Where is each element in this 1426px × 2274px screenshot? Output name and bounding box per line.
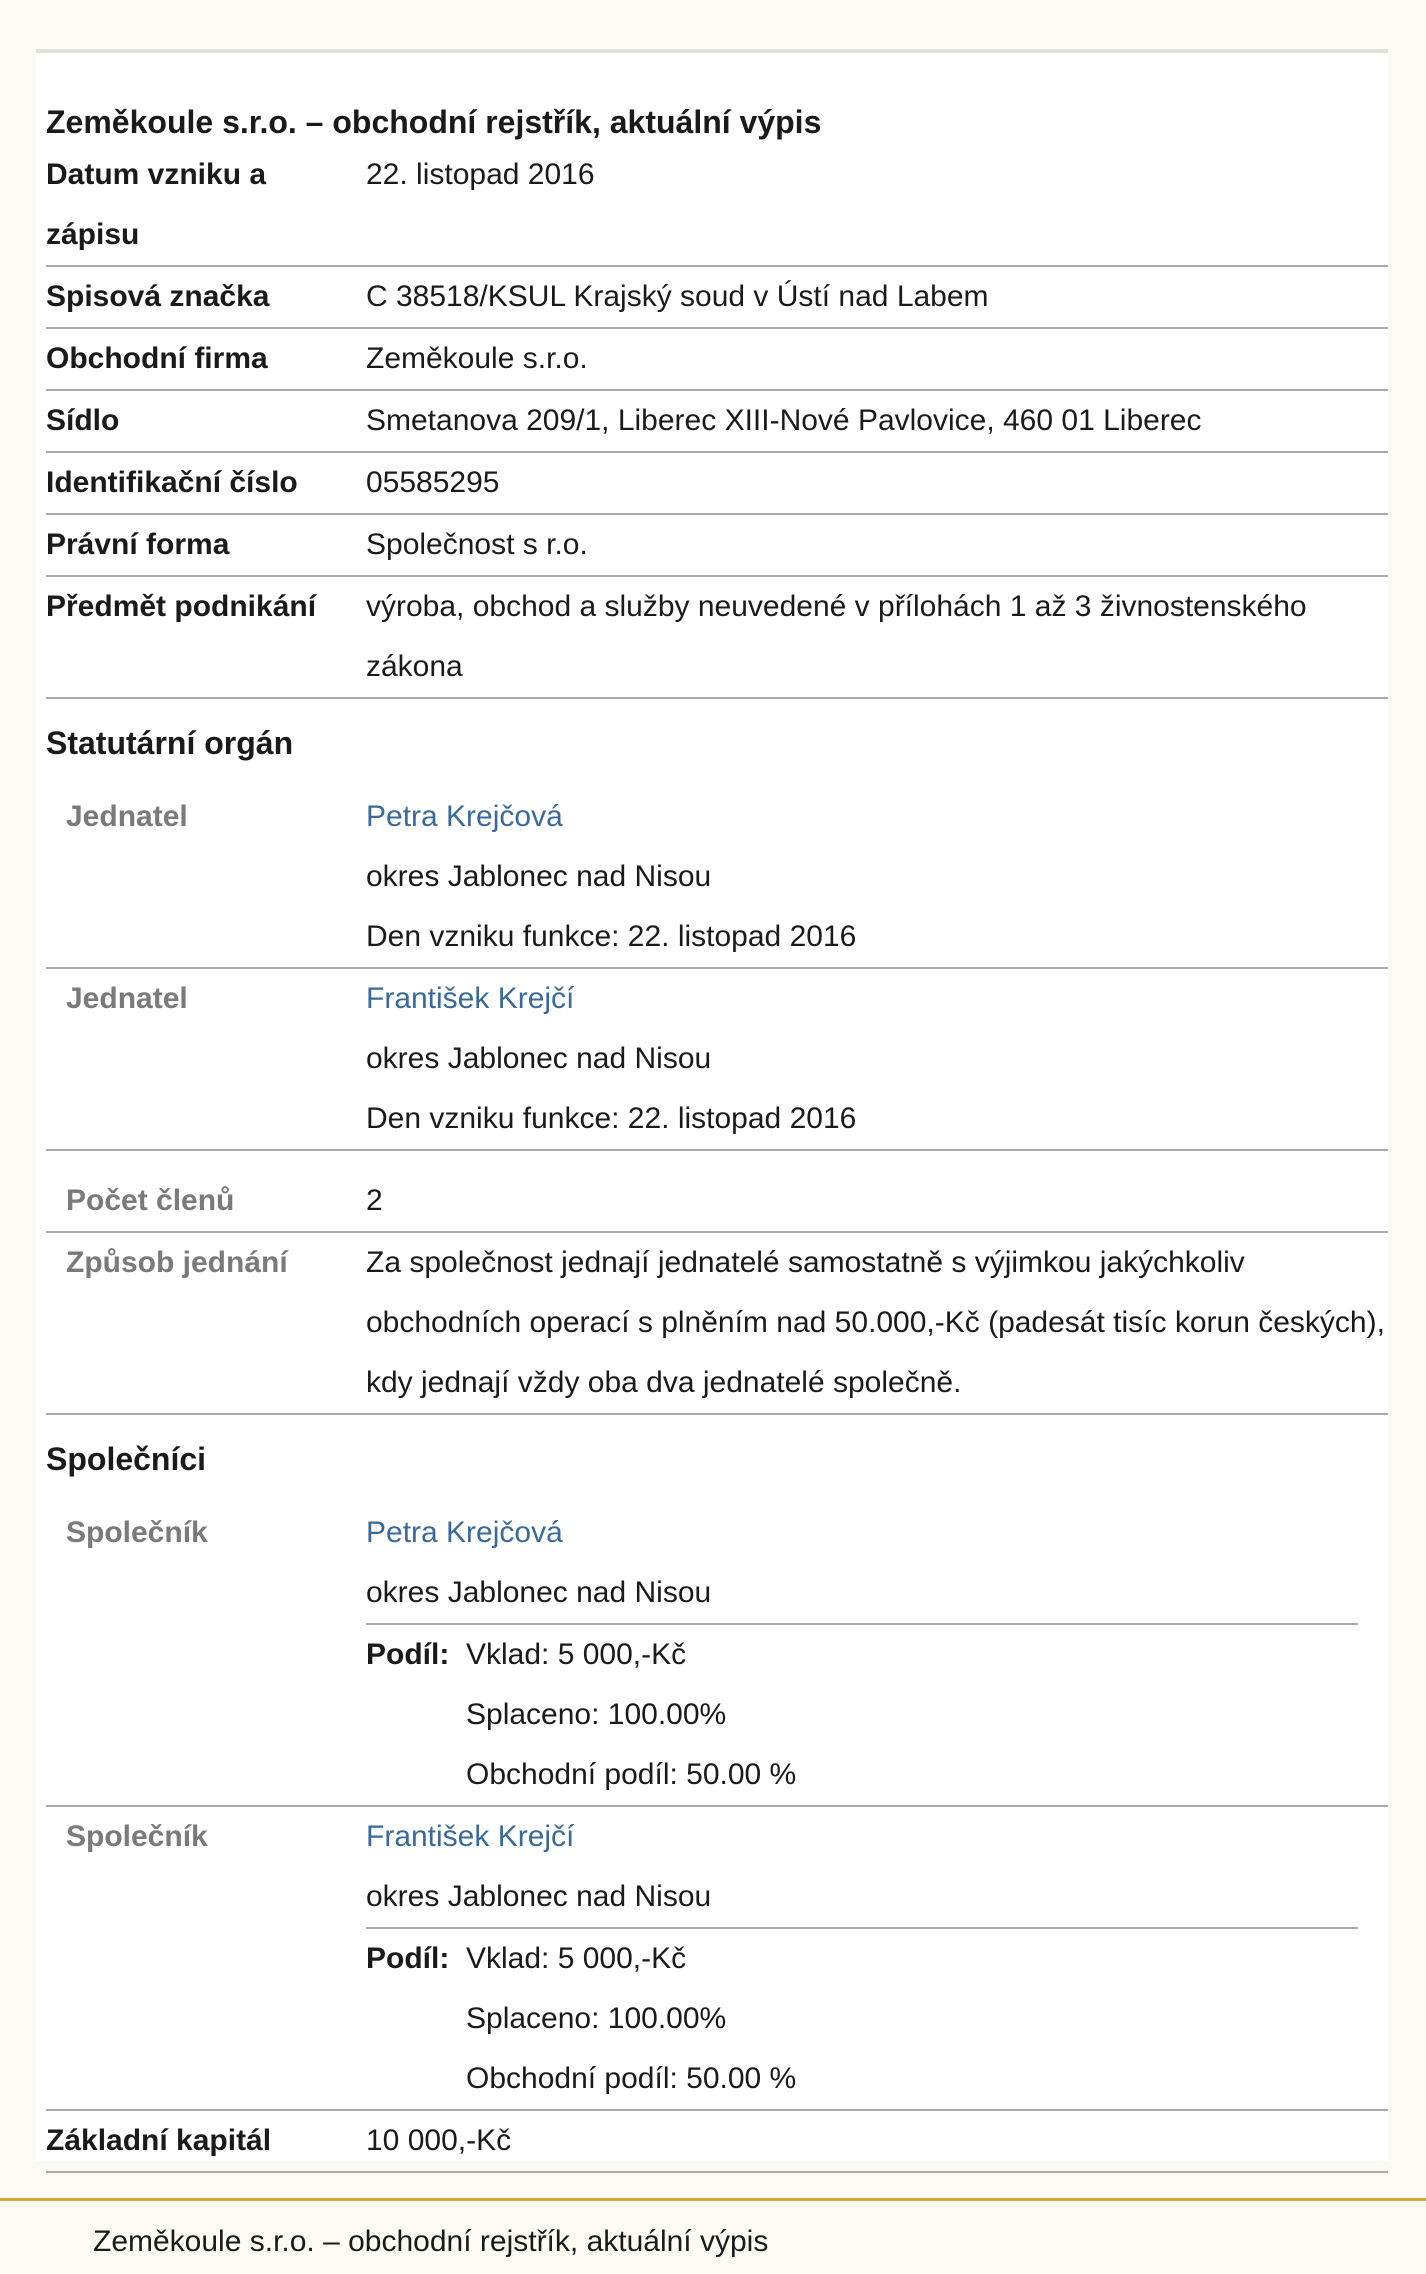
footer <box>0 2198 1426 2274</box>
row-member-count <box>46 1151 1388 1233</box>
partner-share <box>366 1623 1358 1805</box>
row-label: Počet členů <box>66 1184 235 1217</box>
register-card <box>36 49 1388 2161</box>
share-paid: Splaceno: 100.00% <box>466 2002 727 2035</box>
row-label: Základní kapitál <box>46 2124 272 2157</box>
row-label: Obchodní firma <box>46 342 268 375</box>
row-value: výroba, obchod a služby neuvedené v přílohách 1 až 3 živnostenského zákona <box>366 590 1307 683</box>
page-title: Zeměkoule s.r.o. – obchodní rejstřík, aktuální výpis <box>46 104 822 140</box>
member-role: Jednatel <box>66 800 188 833</box>
share-percent: Obchodní podíl: 50.00 % <box>466 1758 797 1791</box>
row-value: 2 <box>366 1184 383 1217</box>
row-value: 05585295 <box>366 466 500 499</box>
row-seat <box>46 391 1388 453</box>
row-capital <box>46 2111 1388 2173</box>
share-paid: Splaceno: 100.00% <box>466 1698 727 1731</box>
row-label: Způsob jednání <box>66 1246 288 1279</box>
row-value: Smetanova 209/1, Liberec XIII-Nové Pavlovice, 460 01 Liberec <box>366 404 1202 437</box>
row-label: Předmět podnikání <box>46 590 317 623</box>
partner-details <box>366 1807 1388 2109</box>
row-label: Datum vzniku a zápisu <box>46 158 267 251</box>
row-label: Sídlo <box>46 404 120 437</box>
row-label: Spisová značka <box>46 280 270 313</box>
member-since: Den vzniku funkce: 22. listopad 2016 <box>366 1102 857 1135</box>
partner-share <box>366 1927 1358 2109</box>
member-details <box>366 787 1388 967</box>
row-value: 10 000,-Kč <box>366 2124 512 2157</box>
row-value: Společnost s r.o. <box>366 528 588 561</box>
share-deposit: Vklad: 5 000,-Kč <box>466 1638 687 1671</box>
row-legal-form <box>46 515 1388 577</box>
share-label: Podíl: <box>366 1942 450 1975</box>
member-since: Den vzniku funkce: 22. listopad 2016 <box>366 920 857 953</box>
partner-name-link[interactable]: František Krejčí <box>366 1820 575 1853</box>
row-value: Zeměkoule s.r.o. <box>366 342 588 375</box>
footer-text: Zeměkoule s.r.o. – obchodní rejstřík, aktuální výpis <box>93 2225 769 2258</box>
row-acting-method <box>46 1233 1388 1415</box>
row-company-name <box>46 329 1388 391</box>
row-value: 22. listopad 2016 <box>366 158 595 191</box>
share-percent: Obchodní podíl: 50.00 % <box>466 2062 797 2095</box>
row-label: Právní forma <box>46 528 230 561</box>
statutory-member <box>46 969 1388 1151</box>
row-value: C 38518/KSUL Krajský soud v Ústí nad Labem <box>366 280 989 313</box>
share-deposit: Vklad: 5 000,-Kč <box>466 1942 687 1975</box>
partner-name-link[interactable]: Petra Krejčová <box>366 1516 563 1549</box>
row-id-number <box>46 453 1388 515</box>
member-district: okres Jablonec nad Nisou <box>366 860 712 893</box>
share-label: Podíl: <box>366 1638 450 1671</box>
row-label: Identifikační číslo <box>46 466 298 499</box>
partner-role: Společník <box>66 1516 208 1549</box>
share-values <box>466 1625 1358 1805</box>
statutory-heading: Statutární orgán <box>46 725 294 761</box>
partner-details <box>366 1503 1388 1805</box>
register-content <box>46 91 1388 2173</box>
member-name-link[interactable]: František Krejčí <box>366 982 575 1015</box>
share-values <box>466 1929 1358 2109</box>
partner <box>46 1503 1388 1807</box>
row-business-subject <box>46 577 1388 699</box>
member-details <box>366 969 1388 1149</box>
statutory-member <box>46 787 1388 969</box>
partners-heading: Společníci <box>46 1441 207 1477</box>
partner-role: Společník <box>66 1820 208 1853</box>
member-role: Jednatel <box>66 982 188 1015</box>
row-value: Za společnost jednají jednatelé samostatně s výjimkou jakýchkoliv obchodních operací s plněním nad 50.000,-Kč (padesát tisíc korun českých), kdy jednají vždy oba dva jednatelé společně. <box>366 1246 1385 1399</box>
partner <box>46 1807 1388 2111</box>
row-file-number <box>46 267 1388 329</box>
partner-district: okres Jablonec nad Nisou <box>366 1576 712 1609</box>
row-founded <box>46 145 1388 267</box>
member-district: okres Jablonec nad Nisou <box>366 1042 712 1075</box>
partner-district: okres Jablonec nad Nisou <box>366 1880 712 1913</box>
member-name-link[interactable]: Petra Krejčová <box>366 800 563 833</box>
